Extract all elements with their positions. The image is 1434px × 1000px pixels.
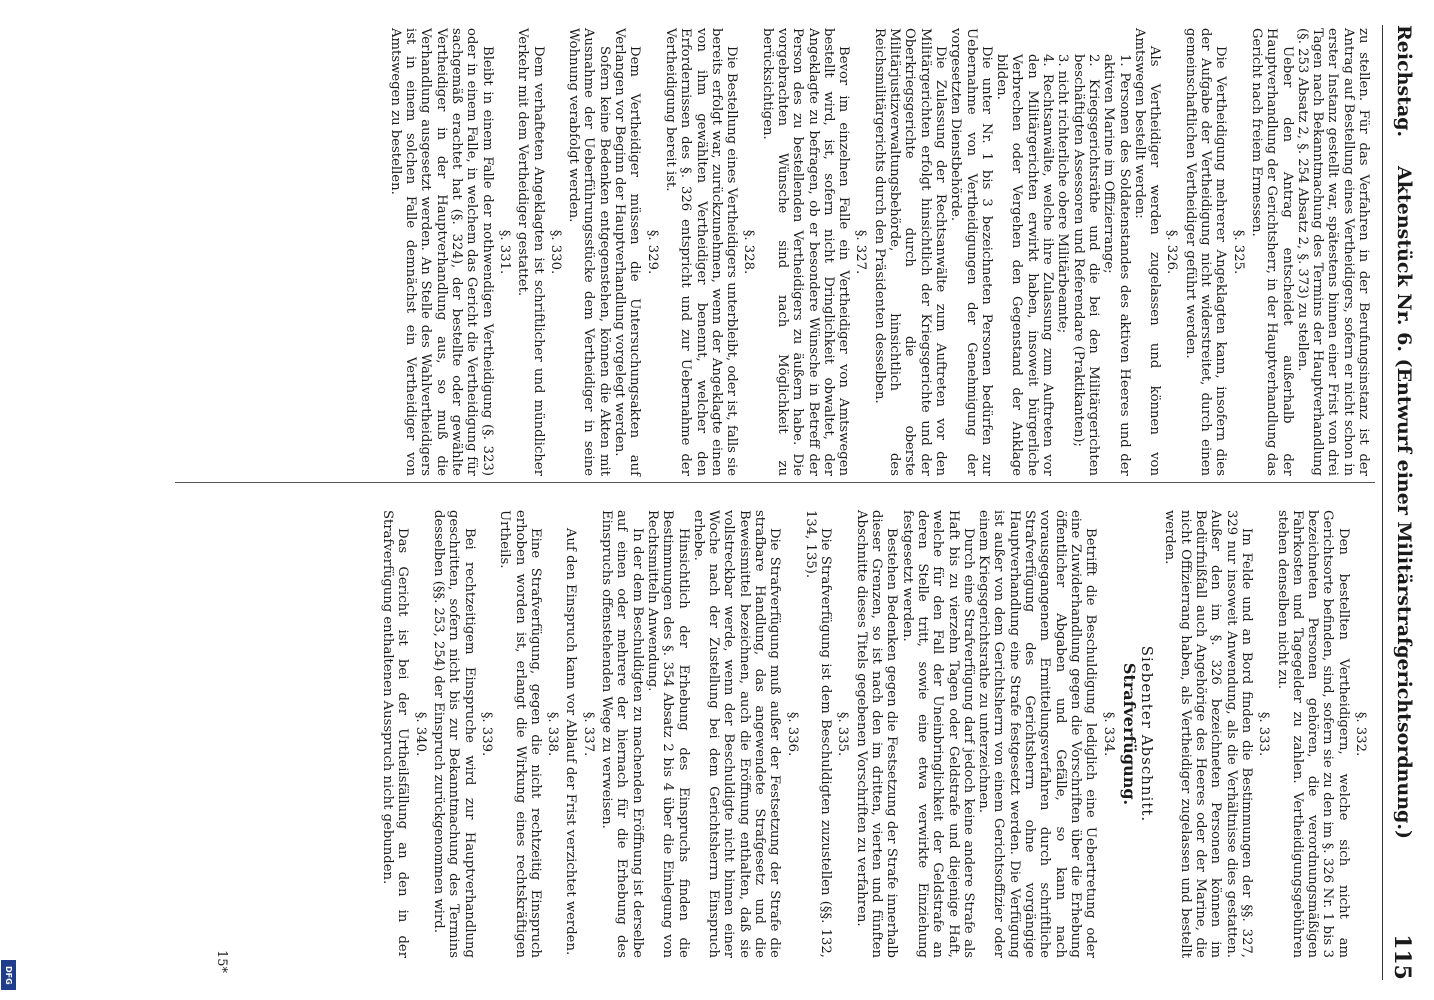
body-paragraph: Auf den Einspruch kann vor Ablauf der Frist verzichtet werden.: [563, 528, 579, 956]
paragraph-number: §. 337.: [580, 711, 596, 757]
section-title: Strafverfügung.: [1119, 662, 1139, 806]
paragraph-number: §. 331.: [496, 229, 512, 275]
body-paragraph: Die Strafverfügung muß außer der Festsetzung der Strafe die strafbare Handlung, das angewendete Strafgesetz und die Beweismittel bezeichnen, auch die Eröffnung enthalten, daß sie vollstreckbar werde, wenn der Beschuldigte nicht binnen einer Woche nach der Zustellung bei dem Gerichtsherrn Einspruch erhebe.: [690, 510, 783, 958]
column-rule: [175, 482, 1375, 483]
body-paragraph: Dem Vertheidiger müssen die Untersuchungsakten auf Verlangen vor Beginn der Hauptverhandlung vorgelegt werden.: [612, 28, 643, 476]
header-center: Aktenstück Nr. 6. (Entwurf einer Militärstrafgerichtsordnung.): [1393, 166, 1415, 839]
body-paragraph: Bevor im einzelnen Falle ein Vertheidiger von Amtswegen bestellt wird, ist, sofern nicht Dringlichkeit obwaltet, der Angeklagte zu befragen, ob er besondere Wünsche in Betreff der Person des zu bestellenden Vertheidigers zu äußern habe. Die vorgebrachten Wünsche sind nach Möglichkeit zu berücksichtigen.: [759, 28, 852, 476]
page-number: 115: [1389, 934, 1415, 980]
paragraph-number: §. 335.: [835, 711, 851, 757]
header-left: Reichstag.: [1393, 25, 1415, 138]
body-paragraph: Ueber den Antrag entscheidet außerhalb der Hauptverhandlung der Gerichtsherr, in der Hauptverhandlung das Gericht nach freiem Ermessen.: [1248, 28, 1295, 476]
paragraph-number: §. 330.: [547, 229, 563, 275]
body-paragraph: Die Zulassung der Rechtsanwälte zum Auftreten vor den Militärgerichten erfolgt hinsichtlich der Kriegsgerichte und der Oberkriegsgerichte durch die oberste Militärjustizverwaltungsbehörde, hinsichtlich des Reichsmilitärgerichts durch den Präsidenten desselben.: [871, 28, 948, 476]
paragraph-number: §. 325.: [1230, 229, 1246, 275]
body-paragraph: Bei rechtzeitigem Einspruche wird zur Hauptverhandlung geschritten, sofern nicht bis zur Bekanntmachung des Termins desselben (§§. 253, 254) der Einspruch zurückgenommen wird.: [431, 510, 477, 958]
paragraph-number: §. 336.: [784, 711, 800, 757]
paragraph-number: §. 329.: [644, 229, 660, 275]
body-paragraph: Eine Strafverfügung, gegen die nicht rechtzeitig Einspruch erhoben worden ist, erlangt die Wirkung eines rechtskräftigen Urtheils.: [497, 510, 543, 958]
body-paragraph: Als Vertheidiger werden zugelassen und können von Amtswegen bestellt werden:: [1131, 28, 1163, 476]
body-paragraph: Bleibt in einem Falle der nothwendigen Vertheidigung (§. 323) oder in einem Falle, in welchem das Gericht die Vertheidigung für sachgemäß erachtet hat (§. 324), der bestellte oder gewählte Vertheidiger in der Hauptverhandlung aus, so muß die Verhandlung ausgesetzt werden. An Stelle des Wahlvertheidigers ist in einem solchen Falle demnächst ein Vertheidiger von Amtswegen zu bestellen.: [387, 28, 495, 476]
paragraph-number: §. 338.: [545, 711, 561, 757]
list-item: 1. Personen des Soldatenstandes des aktiven Heeres und der aktiven Marine im Offizierrange;: [1101, 54, 1132, 476]
body-paragraph: Die Strafverfügung ist dem Beschuldigten zuzustellen (§§. 132, 134, 135).: [802, 510, 834, 958]
body-paragraph: Die Vertheidigung mehrerer Angeklagten kann, insofern dies der Aufgabe der Vertheidigung nicht widerstreitet, durch einen gemeinschaftlichen Vertheidiger geführt werden.: [1182, 28, 1229, 476]
body-paragraph: Im Felde und an Bord finden die Bestimmungen der §§. 327, 329 nur insoweit Anwendung, als die Verhältnisse dies gestatten. Außer den im §. 326 bezeichneten Personen können im Bedürfnißfall auch Angehörige des Heeres oder der Marine, die nicht Offizierrang haben, als Vertheidiger zugelassen und bestellt werden.: [1162, 510, 1254, 958]
section-heading: Siebenter Abschnitt.: [1138, 645, 1157, 823]
body-paragraph: Bestehen Bedenken gegen die Festsetzung der Strafe innerhalb dieser Grenzen, so ist nach den im dritten, vierten und fünften Abschnitte dieses Titels gegebenen Vorschriften zu verfahren.: [853, 510, 900, 958]
running-header: [1389, 25, 1415, 980]
body-paragraph: In der dem Beschuldigten zu machenden Eröffnung ist derselbe auf einen oder mehrere der hiernach für die Erhebung des Einspruchs offenstehenden Wege zu verweisen.: [599, 510, 645, 958]
paragraph-number: §. 334.: [1100, 711, 1116, 757]
header-rule: [1382, 25, 1383, 980]
paragraph-number: §. 332.: [1353, 711, 1368, 757]
list-item: 2. Kriegsgerichtsräthe und die bei den Militärgerichten beschäftigten Assessoren und Referendare (Praktikanten);: [1070, 54, 1101, 476]
body-paragraph: Sofern keine Bedenken entgegenstehen, können die Akten mit Ausnahme der Ueberführungsstücke dem Vertheidiger in seine Wohnung verabfolgt werden.: [566, 28, 612, 476]
body-paragraph: Durch eine Strafverfügung darf jedoch keine andere Strafe als Haft bis zu vierzehn Tagen oder Geldstrafe und diejenige Haft, welche für den Fall der Uneinbringlichkeit der Geldstrafe an deren Stelle tritt, sowie eine etwa verwirkte Einziehung festgesetzt werden.: [899, 510, 976, 958]
body-paragraph: Die Bestellung eines Vertheidigers unterbleibt, oder ist, falls sie bereits erfolgt war, zurückzunehmen, wenn der Angeklagte einen von ihm gewählten Vertheidiger benennt, welcher den Erfordernissen des §. 326 entspricht und zur Uebernahme der Vertheidigung bereit ist.: [662, 28, 740, 476]
body-paragraph: Die unter Nr. 1 bis 3 bezeichneten Personen bedürfen zur Uebernahme von Vertheidigungen der Genehmigung der vorgesetzten Dienstbehörde.: [948, 28, 994, 476]
body-paragraph: Betrifft die Beschuldigung lediglich eine Uebertretung oder eine Zuwiderhandlung gegen die Vorschriften über die Erhebung öffentlicher Abgaben und Gefälle, so kann nach vorausgegangenem Ermittelungsverfahren durch schriftliche Strafverfügung des Gerichtsherrn ohne vorgängige Hauptverhandlung eine Strafe festgesetzt werden. Die Verfügung ist außer von dem Gerichtsherrn von einem Gerichtsoffizier oder einem Kriegsgerichtsrathe zu unterzeichnen.: [976, 510, 1099, 958]
body-paragraph: Den bestellten Vertheidigern, welche sich nicht am Gerichtsorte befinden, sind, sofern sie zu den im §. 326 Nr. 1 bis 3 bezeichneten Personen gehören, die verordnungsmäßigen Fahrkosten und Tagegelder zu zahlen. Vertheidigungsgebühren stehen denselben nicht zu.: [1274, 510, 1351, 958]
body-paragraph: Hinsichtlich der Erhebung des Einspruchs finden die Bestimmungen des §. 354 Absatz 2 bis 4 über die Einlegung von Rechtsmitteln Anwendung.: [644, 510, 691, 958]
body-paragraph: zu stellen. Für das Verfahren in der Berufungsinstanz ist der Antrag auf Bestellung eines Vertheidigers, sofern er nicht schon in erster Instanz gestellt war, spätestens binnen einer Frist von drei Tagen nach Bekanntmachung des Termins der Hauptverhandlung (§. 253 Absatz 2, §. 254 Absatz 2, §. 373) zu stellen.: [1294, 28, 1371, 476]
digitization-credit: [0, 0, 18, 1000]
paragraph-number: §. 340.: [412, 711, 428, 757]
signature-mark: 15*: [214, 950, 229, 974]
list-item: 4. Rechtsanwälte, welche ihre Zulassung zum Auftreten vor den Militärgerichten erwirkt haben, insoweit bürgerliche Verbrechen oder Vergehen den Gegenstand der Anklage bilden.: [994, 54, 1056, 476]
left-column: [388, 28, 1371, 476]
paragraph-number: §. 333.: [1256, 711, 1272, 757]
paragraph-number: §. 327.: [853, 229, 869, 275]
rotated-page-content: [83, 0, 1417, 995]
paragraph-number: §. 339.: [478, 711, 494, 757]
body-paragraph: Das Gericht ist bei der Urtheilsfällung an den in der Strafverfügung enthaltenen Ausspruch nicht gebunden.: [380, 510, 411, 958]
right-column: [380, 510, 1371, 958]
dfg-logo: DFG: [1, 960, 16, 990]
paragraph-number: §. 326.: [1164, 229, 1180, 275]
paragraph-number: §. 328.: [741, 229, 757, 275]
list-item: 3. nicht richterliche obere Militärbeamte;: [1055, 54, 1071, 334]
body-paragraph: Dem verhafteten Angeklagten ist schriftlicher und mündlicher Verkehr mit dem Vertheidiger gestattet.: [515, 28, 546, 476]
